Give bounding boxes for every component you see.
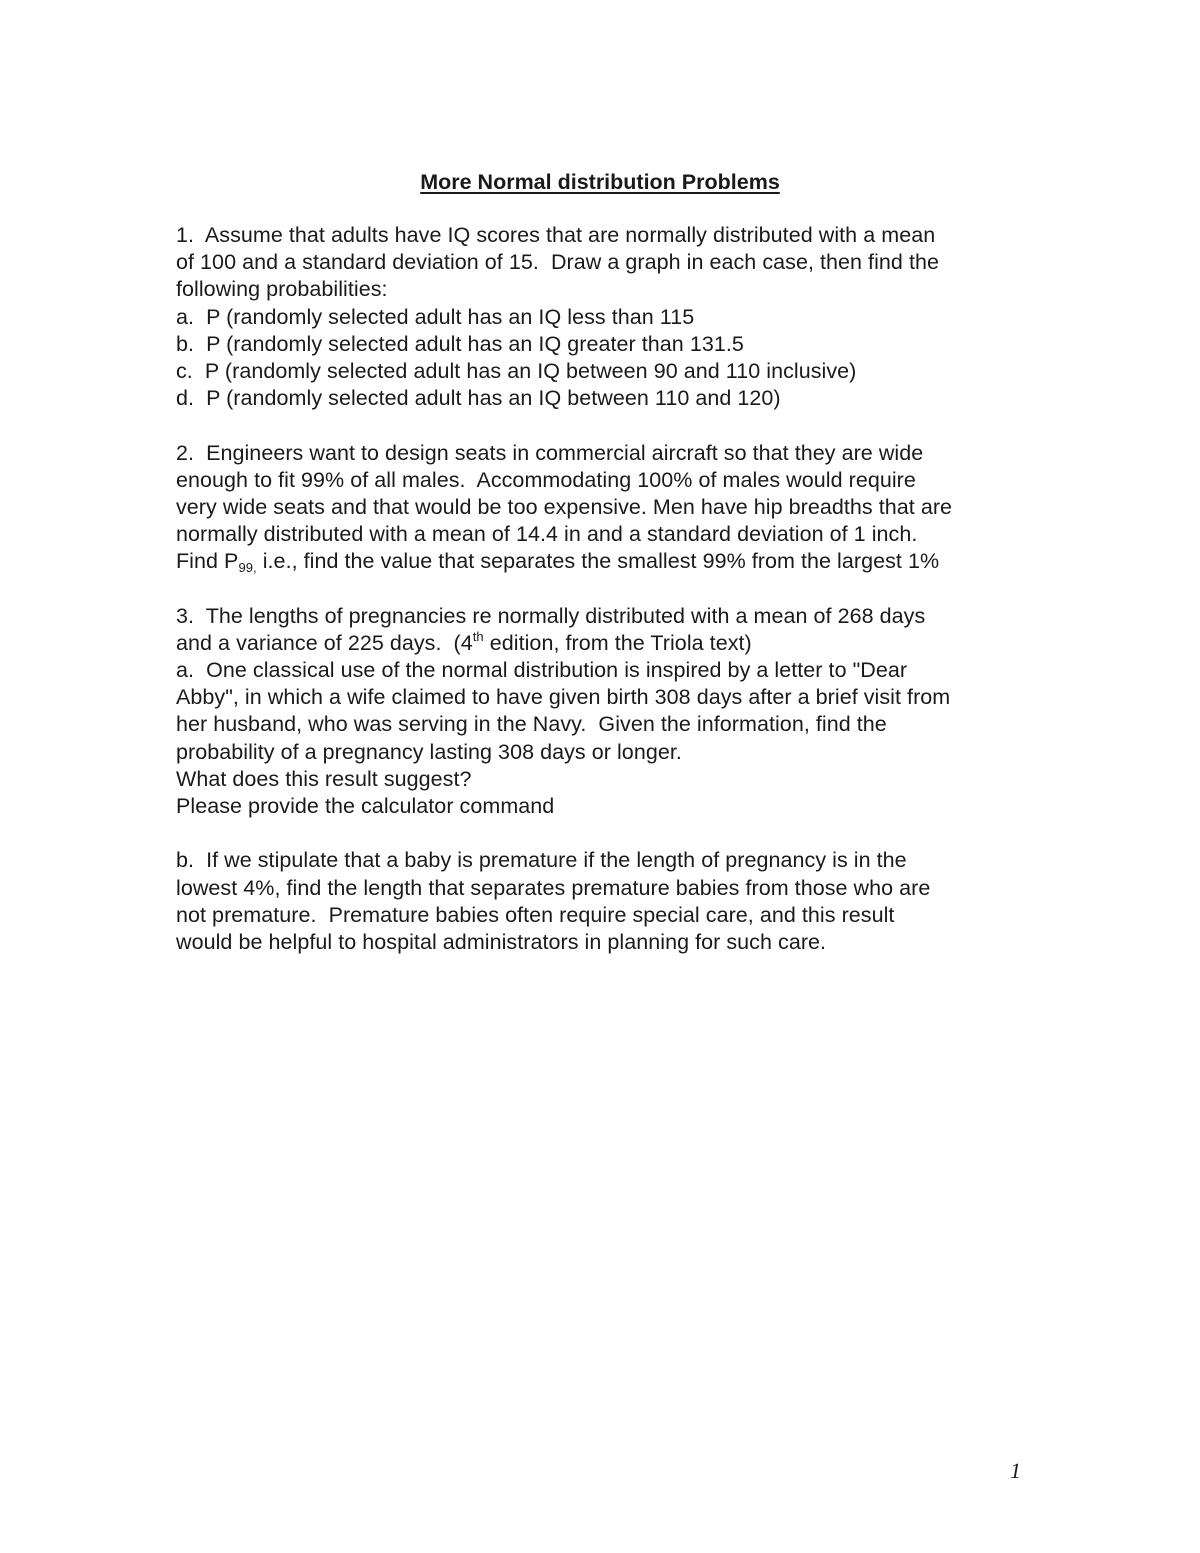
q2-line-3: very wide seats and that would be too expensive. Men have hip breadths that are <box>176 494 953 519</box>
q2-line-5-suffix: i.e., find the value that separates the smallest 99% from the largest 1% <box>256 549 940 574</box>
q2-line-2: enough to fit 99% of all males. Accommodating 100% of males would require <box>176 467 916 492</box>
page-number: 1 <box>1010 1458 1021 1483</box>
q3-part-b-line-2: lowest 4%, find the length that separates premature babies from those who are <box>176 875 931 900</box>
q1-part-a: a. P (randomly selected adult has an IQ less than 115 <box>176 304 695 329</box>
q3-line-2 <box>176 630 1056 657</box>
q3-line-1: 3. The lengths of pregnancies re normally distributed with a mean of 268 days <box>176 603 926 628</box>
q1-part-c: c. P (randomly selected adult has an IQ between 90 and 110 inclusive) <box>176 358 857 383</box>
edition-superscript: th <box>472 628 484 644</box>
q1-line-1: 1. Assume that adults have IQ scores that are normally distributed with a mean <box>176 223 936 247</box>
paragraph-spacer <box>176 575 1056 602</box>
question-1 <box>176 222 1056 412</box>
q2-line-4: normally distributed with a mean of 14.4 in and a standard deviation of 1 inch. <box>176 522 918 547</box>
q1-line-3: following probabilities: <box>176 277 388 302</box>
q3-part-b-line-1: b. If we stipulate that a baby is premature if the length of pregnancy is in the <box>176 848 907 873</box>
q3-line-2-prefix: and a variance of 225 days. (4 <box>176 630 473 655</box>
q3-part-a-line-1: a. One classical use of the normal distribution is inspired by a letter to "Dear <box>176 658 908 682</box>
q3-part-a-line-6: Please provide the calculator command <box>176 793 555 818</box>
q1-part-b: b. P (randomly selected adult has an IQ greater than 131.5 <box>176 331 744 356</box>
document-body <box>176 222 1056 956</box>
paragraph-spacer <box>176 820 1056 847</box>
q2-line-5-prefix: Find P <box>176 549 239 574</box>
q2-line-5 <box>176 548 1056 575</box>
q3-part-a-line-2: Abby", in which a wife claimed to have given birth 308 days after a brief visit from <box>176 685 951 710</box>
question-2 <box>176 440 1056 576</box>
q3-part-b-line-3: not premature. Premature babies often require special care, and this result <box>176 902 895 927</box>
q2-line-1: 2. Engineers want to design seats in commercial aircraft so that they are wide <box>176 440 924 465</box>
question-3 <box>176 603 1056 956</box>
q3-part-a-line-4: probability of a pregnancy lasting 308 days or longer. <box>176 739 682 764</box>
q3-part-b-line-4: would be helpful to hospital administrators in planning for such care. <box>176 929 827 954</box>
paragraph-spacer <box>176 412 1056 439</box>
percentile-subscript: 99, <box>238 560 257 576</box>
q1-part-d: d. P (randomly selected adult has an IQ between 110 and 120) <box>176 386 781 411</box>
page-title: More Normal distribution Problems <box>420 170 780 194</box>
q3-part-a-line-3: her husband, who was serving in the Navy. Given the information, find the <box>176 712 887 737</box>
q3-line-2-suffix: edition, from the Triola text) <box>483 630 752 655</box>
q1-line-2: of 100 and a standard deviation of 15. Draw a graph in each case, then find the <box>176 250 939 275</box>
q3-part-a-line-5: What does this result suggest? <box>176 766 472 791</box>
